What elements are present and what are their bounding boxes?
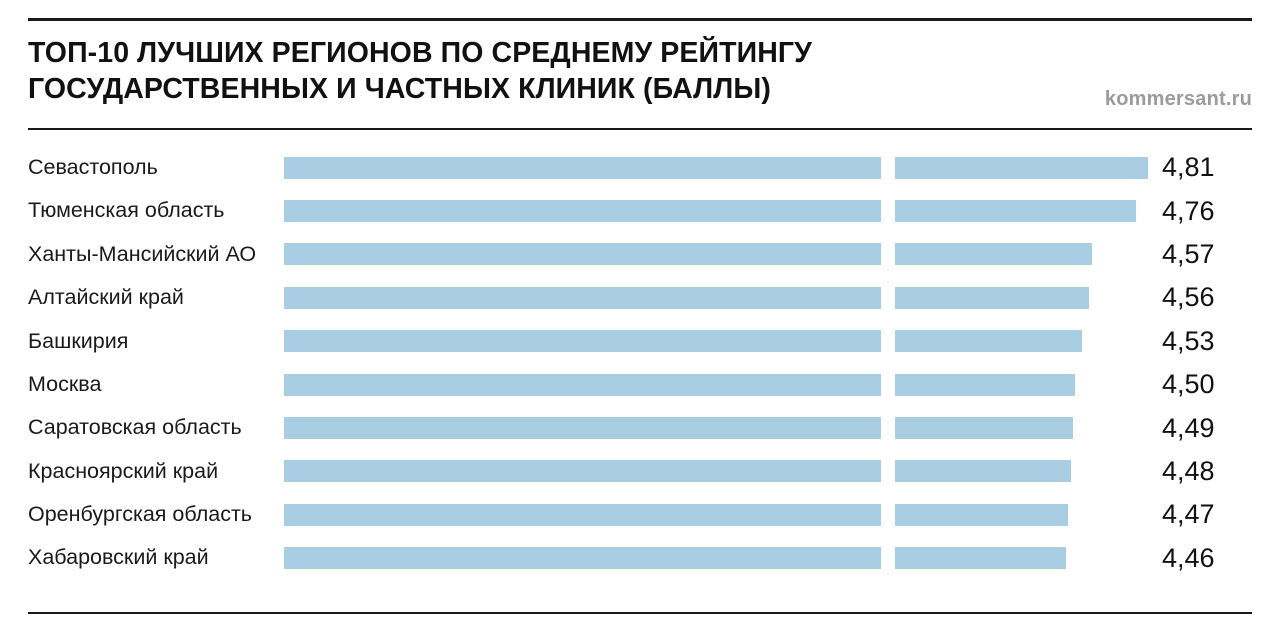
- bar-track: [284, 460, 1148, 482]
- bar-area: [284, 233, 1252, 276]
- bar-area: [284, 406, 1252, 449]
- bar-value-label: 4,76: [1162, 195, 1215, 226]
- bar: [284, 547, 1066, 569]
- chart-row: [28, 320, 1252, 363]
- bar-gap: [881, 157, 895, 179]
- page-title: ТОП-10 ЛУЧШИХ РЕГИОНОВ ПО СРЕДНЕМУ РЕЙТИНГУ ГОСУДАРСТВЕННЫХ И ЧАСТНЫХ КЛИНИК (БАЛЛЫ): [28, 37, 812, 105]
- bar-gap: [881, 200, 895, 222]
- bar-value-label: 4,53: [1162, 325, 1215, 356]
- bar-area: [284, 493, 1252, 536]
- chart-row: [28, 537, 1252, 580]
- category-label: Ханты-Мансийский АО: [28, 241, 257, 266]
- bar: [284, 460, 1071, 482]
- category-label: Тюменская область: [28, 198, 225, 223]
- bar-gap: [881, 287, 895, 309]
- bar-gap: [881, 374, 895, 396]
- chart-row: [28, 189, 1252, 232]
- category-label: Севастополь: [28, 154, 158, 179]
- bar-value-label: 4,81: [1162, 152, 1215, 183]
- bar-gap: [881, 460, 895, 482]
- bar-area: [284, 320, 1252, 363]
- bar-value-label: 4,57: [1162, 238, 1215, 269]
- bar-area: [284, 276, 1252, 319]
- divider-middle: [28, 128, 1252, 130]
- bar-chart: [28, 146, 1252, 606]
- bar-track: [284, 243, 1148, 265]
- bar-gap: [881, 243, 895, 265]
- bar-track: [284, 330, 1148, 352]
- bar-value-label: 4,48: [1162, 455, 1215, 486]
- category-label: Алтайский край: [28, 285, 184, 310]
- bar-value-label: 4,56: [1162, 282, 1215, 313]
- bar-gap: [881, 417, 895, 439]
- bar-area: [284, 537, 1252, 580]
- bar-gap: [881, 330, 895, 352]
- bar-area: [284, 189, 1252, 232]
- bar: [284, 374, 1075, 396]
- category-label: Москва: [28, 371, 102, 396]
- bar-track: [284, 200, 1148, 222]
- divider-top: [28, 18, 1252, 21]
- header: [28, 36, 1038, 108]
- bar-value-label: 4,50: [1162, 369, 1215, 400]
- bar-gap: [881, 504, 895, 526]
- bar-value-label: 4,46: [1162, 542, 1215, 573]
- bar-track: [284, 157, 1148, 179]
- bar: [284, 243, 1092, 265]
- chart-row: [28, 450, 1252, 493]
- bar: [284, 330, 1082, 352]
- bar-track: [284, 417, 1148, 439]
- bar: [284, 200, 1136, 222]
- category-label: Хабаровский край: [28, 545, 209, 570]
- divider-bottom: [28, 612, 1252, 614]
- bar-track: [284, 547, 1148, 569]
- bar-gap: [881, 547, 895, 569]
- bar-track: [284, 504, 1148, 526]
- bar: [284, 287, 1089, 309]
- category-label: Красноярский край: [28, 458, 219, 483]
- category-label: Саратовская область: [28, 415, 242, 440]
- bar-area: [284, 450, 1252, 493]
- bar: [284, 157, 1148, 179]
- chart-row: [28, 276, 1252, 319]
- source-brand: kommersant.ru: [1104, 88, 1252, 110]
- chart-row: [28, 493, 1252, 536]
- chart-row: [28, 363, 1252, 406]
- bar: [284, 504, 1068, 526]
- bar-track: [284, 374, 1148, 396]
- bar-value-label: 4,49: [1162, 412, 1215, 443]
- chart-row: [28, 233, 1252, 276]
- bar-area: [284, 146, 1252, 189]
- bar-value-label: 4,47: [1162, 499, 1215, 530]
- chart-row: [28, 406, 1252, 449]
- category-label: Оренбургская область: [28, 502, 252, 527]
- bar-track: [284, 287, 1148, 309]
- chart-row: [28, 146, 1252, 189]
- bar: [284, 417, 1073, 439]
- category-label: Башкирия: [28, 328, 129, 353]
- bar-area: [284, 363, 1252, 406]
